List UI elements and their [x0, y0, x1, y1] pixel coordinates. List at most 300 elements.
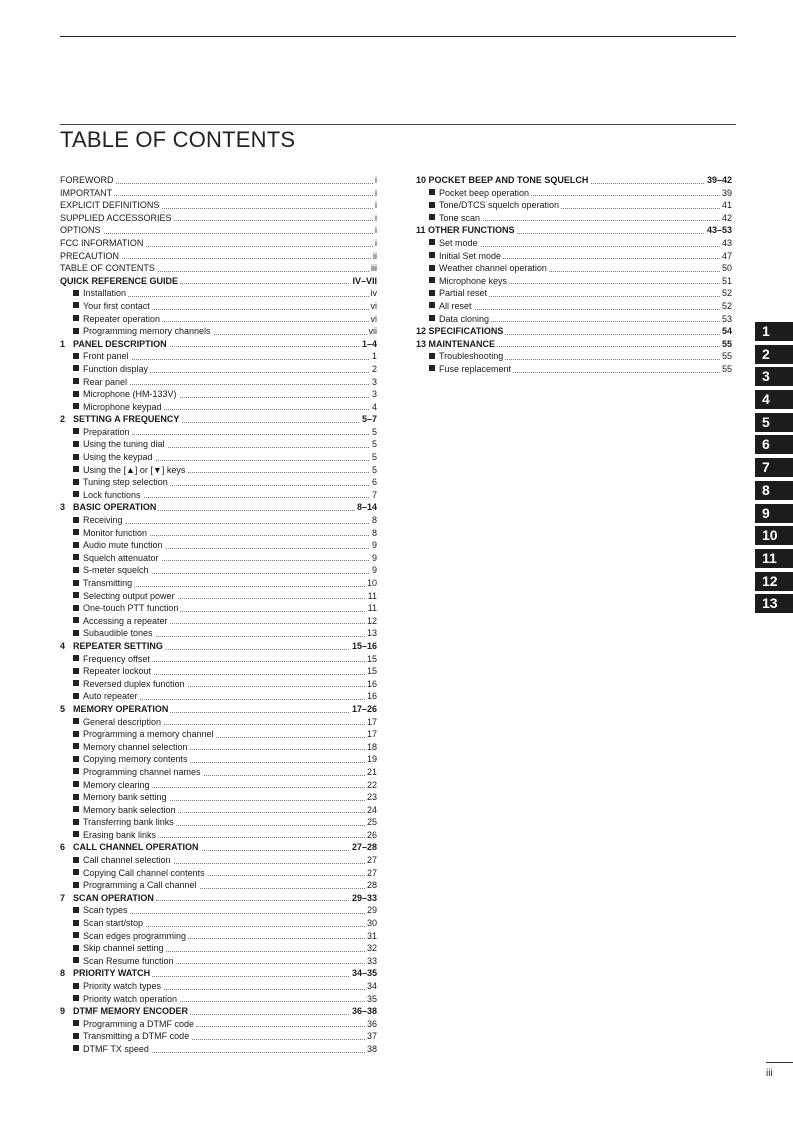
square-bullet-icon: [73, 731, 79, 737]
toc-text: Memory bank setting: [83, 792, 167, 803]
toc-entry-label: [60, 1043, 151, 1056]
toc-subentry[interactable]: [60, 300, 377, 313]
toc-entry[interactable]: [60, 187, 377, 200]
toc-text: Function display: [83, 363, 149, 374]
toc-subentry[interactable]: [416, 212, 732, 225]
page-title: TABLE OF CONTENTS: [60, 127, 296, 152]
toc-page-number: 42: [721, 212, 732, 223]
toc-section[interactable]: [416, 325, 732, 338]
toc-entry-label: [60, 250, 121, 263]
toc-subentry[interactable]: [60, 741, 377, 754]
toc-section[interactable]: [60, 640, 377, 653]
toc-page-number: iii: [371, 263, 377, 274]
toc-subentry[interactable]: [60, 388, 377, 401]
square-bullet-icon: [73, 517, 79, 523]
toc-subentry[interactable]: [60, 602, 377, 615]
toc-entry-label: [60, 728, 216, 741]
toc-subentry[interactable]: [60, 980, 377, 993]
toc-subentry[interactable]: [416, 250, 732, 263]
toc-entry-label: [60, 967, 152, 980]
toc-entry-label: [60, 325, 213, 338]
section-tab-1[interactable]: 1: [755, 322, 793, 341]
toc-entry[interactable]: [60, 262, 377, 275]
toc-page-number: IV–VII: [352, 275, 377, 286]
toc-section[interactable]: [60, 892, 377, 905]
dot-leader: [60, 233, 377, 234]
toc-subentry[interactable]: [60, 489, 377, 502]
toc-entry-label: [60, 224, 103, 237]
square-bullet-icon: [429, 189, 435, 195]
toc-page-number: 23: [366, 792, 377, 803]
toc-entry-label: [60, 841, 201, 854]
toc-text: Preparation: [83, 426, 130, 437]
toc-entry-label: [60, 539, 165, 552]
toc-text: Partial reset: [439, 288, 488, 299]
toc-entry-label: [60, 1030, 191, 1043]
toc-page-number: 6: [371, 477, 377, 488]
toc-subentry[interactable]: [60, 854, 377, 867]
toc-entry-label: [60, 867, 207, 880]
toc-entry-label: [416, 338, 497, 351]
toc-subentry[interactable]: [60, 942, 377, 955]
toc-section[interactable]: [60, 413, 377, 426]
toc-page-number: 52: [721, 288, 732, 299]
section-number: 7: [60, 892, 66, 903]
toc-section[interactable]: [60, 1005, 377, 1018]
toc-page-number: 8: [371, 527, 377, 538]
toc-section[interactable]: [60, 967, 377, 980]
toc-entry-label: [60, 187, 114, 200]
title-rule: [60, 124, 736, 125]
toc-subentry[interactable]: [416, 350, 732, 363]
toc-text: SCAN OPERATION: [73, 892, 154, 903]
toc-subentry[interactable]: [60, 829, 377, 842]
toc-subentry[interactable]: [60, 363, 377, 376]
section-number: 3: [60, 502, 66, 513]
toc-page-number: iv: [370, 288, 377, 299]
toc-entry[interactable]: [60, 237, 377, 250]
toc-text: Microphone keys: [439, 275, 508, 286]
toc-page-number: i: [375, 225, 377, 236]
section-tab-7[interactable]: 7: [755, 458, 793, 477]
toc-text: Memory bank selection: [83, 804, 176, 815]
toc-text: Skip channel setting: [83, 943, 164, 954]
toc-entry-label: [60, 627, 155, 640]
square-bullet-icon: [73, 378, 79, 384]
toc-page-number: 32: [366, 943, 377, 954]
toc-subentry[interactable]: [60, 627, 377, 640]
toc-entry-label: [416, 262, 549, 275]
square-bullet-icon: [73, 454, 79, 460]
section-tab-13[interactable]: 13: [755, 594, 793, 613]
toc-section[interactable]: [60, 338, 377, 351]
toc-page-number: i: [375, 212, 377, 223]
toc-entry[interactable]: [60, 224, 377, 237]
square-bullet-icon: [73, 441, 79, 447]
toc-text: SETTING A FREQUENCY: [73, 414, 180, 425]
toc-text: Using the tuning dial: [83, 439, 165, 450]
toc-page-number: 55: [721, 351, 732, 362]
toc-entry-label: [60, 338, 169, 351]
toc-text: Transmitting: [83, 578, 133, 588]
toc-subentry[interactable]: [60, 426, 377, 439]
toc-page-number: 27–28: [351, 842, 377, 853]
toc-page-number: 17: [366, 729, 377, 740]
square-bullet-icon: [73, 567, 79, 573]
toc-text: CALL CHANNEL OPERATION: [73, 842, 199, 853]
toc-text: Your first contact: [83, 300, 150, 311]
toc-page-number: vi: [370, 300, 377, 311]
toc-subentry[interactable]: [60, 993, 377, 1006]
toc-section[interactable]: [60, 841, 377, 854]
toc-entry-label: [60, 829, 158, 842]
toc-entry-label: [60, 602, 180, 615]
toc-text: Frequency offset: [83, 653, 150, 664]
toc-subentry[interactable]: [60, 552, 377, 565]
toc-page-number: 5–7: [361, 414, 377, 425]
toc-page-number: i: [375, 175, 377, 185]
toc-text: All reset: [439, 300, 472, 311]
toc-page-number: 17: [366, 716, 377, 727]
toc-entry-label: [60, 942, 166, 955]
toc-subentry[interactable]: [60, 577, 377, 590]
section-number: 8: [60, 968, 66, 979]
toc-text: OPTIONS: [60, 225, 101, 236]
toc-entry-label: [60, 766, 203, 779]
toc-text: Installation: [83, 288, 127, 299]
square-bullet-icon: [73, 290, 79, 296]
toc-page-number: 21: [366, 766, 377, 777]
toc-text: 12 SPECIFICATIONS: [416, 326, 504, 337]
toc-entry-label: [60, 690, 140, 703]
toc-subentry[interactable]: [60, 653, 377, 666]
toc-subentry[interactable]: [60, 904, 377, 917]
toc-entry-label: [60, 716, 163, 729]
toc-text: Troubleshooting: [439, 351, 504, 362]
toc-entry-label: [60, 1005, 190, 1018]
toc-entry-label: [60, 640, 165, 653]
toc-entry-label: [416, 212, 482, 225]
toc-entry-label: [60, 413, 181, 426]
square-bullet-icon: [73, 983, 79, 989]
toc-page-number: 24: [366, 804, 377, 815]
toc-entry-label: [60, 854, 173, 867]
toc-subentry[interactable]: [416, 237, 732, 250]
toc-entry-label: [60, 753, 190, 766]
toc-subentry[interactable]: [60, 678, 377, 691]
toc-text: Receiving: [83, 515, 123, 526]
toc-subentry[interactable]: [60, 313, 377, 326]
toc-subentry[interactable]: [60, 879, 377, 892]
square-bullet-icon: [73, 529, 79, 535]
toc-subentry[interactable]: [60, 539, 377, 552]
toc-text: Accessing a repeater: [83, 615, 168, 626]
toc-page-number: 11: [367, 590, 377, 601]
toc-subentry[interactable]: [416, 287, 732, 300]
toc-subentry[interactable]: [60, 527, 377, 540]
toc-subentry[interactable]: [60, 376, 377, 389]
toc-subentry[interactable]: [60, 753, 377, 766]
toc-entry-label: [416, 237, 480, 250]
toc-entry[interactable]: [60, 250, 377, 263]
toc-subentry[interactable]: [60, 451, 377, 464]
toc-entry[interactable]: [60, 174, 377, 187]
toc-subentry[interactable]: [60, 615, 377, 628]
toc-entry-label: [60, 980, 163, 993]
toc-subentry[interactable]: [416, 187, 732, 200]
toc-text: Squelch attenuator: [83, 552, 159, 563]
toc-entry-label: [60, 615, 170, 628]
square-bullet-icon: [73, 617, 79, 623]
toc-entry[interactable]: [60, 199, 377, 212]
toc-subentry[interactable]: [60, 287, 377, 300]
section-tab-9[interactable]: 9: [755, 504, 793, 523]
toc-text: Copying Call channel contents: [83, 867, 205, 878]
toc-text: FCC INFORMATION: [60, 237, 144, 248]
toc-text: PANEL DESCRIPTION: [73, 338, 167, 349]
footer-rule: [766, 1062, 793, 1063]
toc-entry-label: [416, 187, 531, 200]
toc-page-number: 17–26: [351, 703, 377, 714]
toc-entry-label: [60, 892, 156, 905]
toc-subentry[interactable]: [60, 590, 377, 603]
toc-page-number: 15: [366, 666, 377, 677]
square-bullet-icon: [73, 995, 79, 1001]
toc-entry-label: [60, 917, 145, 930]
toc-subentry[interactable]: [60, 955, 377, 968]
toc-subentry[interactable]: [60, 464, 377, 477]
toc-page-number: 35: [366, 993, 377, 1004]
square-bullet-icon: [73, 756, 79, 762]
toc-section[interactable]: [416, 224, 732, 237]
toc-page-number: 55: [721, 363, 732, 374]
section-tab-3[interactable]: 3: [755, 367, 793, 386]
toc-entry-label: [416, 275, 509, 288]
toc-text: EXPLICIT DEFINITIONS: [60, 200, 160, 211]
toc-subentry[interactable]: [60, 1018, 377, 1031]
toc-subentry[interactable]: [416, 199, 732, 212]
toc-entry-label: [416, 199, 561, 212]
toc-entry-label: [60, 577, 134, 590]
square-bullet-icon: [73, 328, 79, 334]
toc-page-number: 26: [366, 829, 377, 840]
toc-text: Repeater operation: [83, 313, 161, 324]
toc-entry-label: [60, 174, 116, 187]
square-bullet-icon: [429, 315, 435, 321]
square-bullet-icon: [73, 781, 79, 787]
square-bullet-icon: [429, 239, 435, 245]
toc-text: Repeater lockout: [83, 666, 152, 677]
toc-page-number: 5: [371, 439, 377, 450]
section-tab-11[interactable]: 11: [755, 549, 793, 568]
toc-text: Tone/DTCS squelch operation: [439, 200, 560, 211]
toc-text: BASIC OPERATION: [73, 502, 157, 513]
toc-entry-label: [60, 388, 179, 401]
section-tab-4[interactable]: 4: [755, 390, 793, 409]
toc-page-number: 5: [371, 426, 377, 437]
toc-section[interactable]: [416, 338, 732, 351]
toc-entry-label: [60, 300, 152, 313]
square-bullet-icon: [429, 202, 435, 208]
section-number: 1: [60, 338, 66, 349]
toc-entry-label: [60, 904, 130, 917]
toc-text: Weather channel operation: [439, 263, 547, 274]
toc-entry-label: [60, 779, 152, 792]
toc-text: Microphone (HM-133V): [83, 389, 177, 400]
square-bullet-icon: [73, 768, 79, 774]
toc-entry-label: [60, 212, 174, 225]
toc-page-number: 36–38: [351, 1006, 377, 1017]
toc-subentry[interactable]: [60, 917, 377, 930]
toc-subentry[interactable]: [60, 766, 377, 779]
toc-page-number: 39: [721, 187, 732, 198]
square-bullet-icon: [429, 365, 435, 371]
toc-page-number: 55: [721, 338, 732, 349]
toc-subentry[interactable]: [60, 867, 377, 880]
toc-subentry[interactable]: [60, 564, 377, 577]
square-bullet-icon: [73, 428, 79, 434]
toc-page-number: 22: [366, 779, 377, 790]
toc-text: Initial Set mode: [439, 250, 502, 261]
toc-entry[interactable]: [60, 212, 377, 225]
toc-subentry[interactable]: [416, 275, 732, 288]
toc-subentry[interactable]: [60, 476, 377, 489]
toc-page-number: 38: [366, 1043, 377, 1054]
square-bullet-icon: [73, 680, 79, 686]
toc-subentry[interactable]: [60, 325, 377, 338]
toc-entry-label: [60, 930, 188, 943]
square-bullet-icon: [73, 668, 79, 674]
toc-section[interactable]: [416, 174, 732, 187]
toc-text: PRECAUTION: [60, 250, 120, 261]
toc-text: Scan types: [83, 905, 128, 916]
toc-page-number: 27: [366, 867, 377, 878]
toc-entry-label: [60, 678, 187, 691]
toc-page-number: 31: [366, 930, 377, 941]
toc-text: Copying memory contents: [83, 754, 188, 765]
square-bullet-icon: [73, 1045, 79, 1051]
toc-text: Scan edges programming: [83, 930, 187, 941]
toc-text: Fuse replacement: [439, 363, 512, 374]
toc-section[interactable]: [60, 703, 377, 716]
toc-page-number: 43–53: [706, 225, 732, 236]
toc-text: 10 POCKET BEEP AND TONE SQUELCH: [416, 175, 589, 185]
toc-subentry[interactable]: [60, 690, 377, 703]
toc-text: Using the [▲] or [▼] keys: [83, 464, 186, 475]
toc-page-number: 8–14: [356, 502, 377, 513]
toc-text: 13 MAINTENANCE: [416, 338, 496, 349]
toc-subentry[interactable]: [60, 665, 377, 678]
toc-page-number: 1: [371, 351, 377, 362]
toc-page-number: ii: [373, 250, 377, 261]
square-bullet-icon: [73, 592, 79, 598]
toc-page-number: 51: [721, 275, 732, 286]
toc-subentry[interactable]: [60, 716, 377, 729]
toc-subentry[interactable]: [60, 438, 377, 451]
toc-text: Rear panel: [83, 376, 128, 387]
toc-page-number: 52: [721, 300, 732, 311]
toc-entry-label: [60, 438, 167, 451]
toc-subentry[interactable]: [60, 791, 377, 804]
toc-entry-label: [416, 287, 489, 300]
toc-text: Programming a memory channel: [83, 729, 214, 740]
toc-section[interactable]: [60, 275, 377, 288]
square-bullet-icon: [73, 743, 79, 749]
toc-subentry[interactable]: [416, 363, 732, 376]
square-bullet-icon: [73, 542, 79, 548]
section-number: 2: [60, 414, 66, 425]
square-bullet-icon: [73, 932, 79, 938]
section-tab-5[interactable]: 5: [755, 413, 793, 432]
toc-subentry[interactable]: [60, 401, 377, 414]
toc-entry-label: [60, 993, 179, 1006]
square-bullet-icon: [73, 391, 79, 397]
toc-entry-label: [60, 564, 151, 577]
toc-subentry[interactable]: [60, 804, 377, 817]
toc-page-number: 50: [721, 263, 732, 274]
toc-subentry[interactable]: [416, 313, 732, 326]
toc-subentry[interactable]: [60, 728, 377, 741]
toc-text: TABLE OF CONTENTS: [60, 263, 155, 274]
toc-subentry[interactable]: [60, 816, 377, 829]
square-bullet-icon: [73, 806, 79, 812]
toc-subentry[interactable]: [60, 514, 377, 527]
toc-page-number: 3: [371, 376, 377, 387]
square-bullet-icon: [429, 277, 435, 283]
toc-entry-label: [60, 514, 125, 527]
toc-text: Subaudible tones: [83, 628, 153, 639]
toc-text: Tone scan: [439, 212, 481, 223]
toc-page-number: 9: [371, 552, 377, 563]
toc-subentry[interactable]: [60, 930, 377, 943]
section-number: 5: [60, 703, 66, 714]
toc-subentry[interactable]: [60, 1030, 377, 1043]
square-bullet-icon: [429, 265, 435, 271]
toc-entry-label: [60, 363, 150, 376]
toc-subentry[interactable]: [416, 262, 732, 275]
section-tab-8[interactable]: 8: [755, 481, 793, 500]
toc-subentry[interactable]: [60, 350, 377, 363]
toc-text: Programming a DTMF code: [83, 1018, 195, 1029]
toc-text: 11 OTHER FUNCTIONS: [416, 225, 515, 236]
toc-page-number: i: [375, 237, 377, 248]
toc-text: Programming memory channels: [83, 326, 211, 337]
section-tab-10[interactable]: 10: [755, 526, 793, 545]
toc-page-number: 15: [366, 653, 377, 664]
toc-page-number: i: [375, 200, 377, 211]
toc-text: REPEATER SETTING: [73, 640, 163, 651]
square-bullet-icon: [73, 819, 79, 825]
toc-subentry[interactable]: [60, 779, 377, 792]
square-bullet-icon: [73, 466, 79, 472]
toc-section[interactable]: [60, 501, 377, 514]
section-tab-2[interactable]: 2: [755, 345, 793, 364]
toc-entry-label: [60, 464, 187, 477]
toc-entry-label: [60, 426, 132, 439]
section-tab-6[interactable]: 6: [755, 435, 793, 454]
toc-page-number: 28: [366, 880, 377, 891]
toc-text: Set mode: [439, 237, 478, 248]
toc-entry-label: [60, 287, 128, 300]
square-bullet-icon: [429, 353, 435, 359]
toc-entry-label: [60, 804, 178, 817]
section-tab-12[interactable]: 12: [755, 572, 793, 591]
toc-entry-label: [60, 879, 199, 892]
toc-text: IMPORTANT: [60, 187, 113, 198]
toc-subentry[interactable]: [416, 300, 732, 313]
toc-page-number: 5: [371, 452, 377, 463]
toc-subentry[interactable]: [60, 1043, 377, 1056]
